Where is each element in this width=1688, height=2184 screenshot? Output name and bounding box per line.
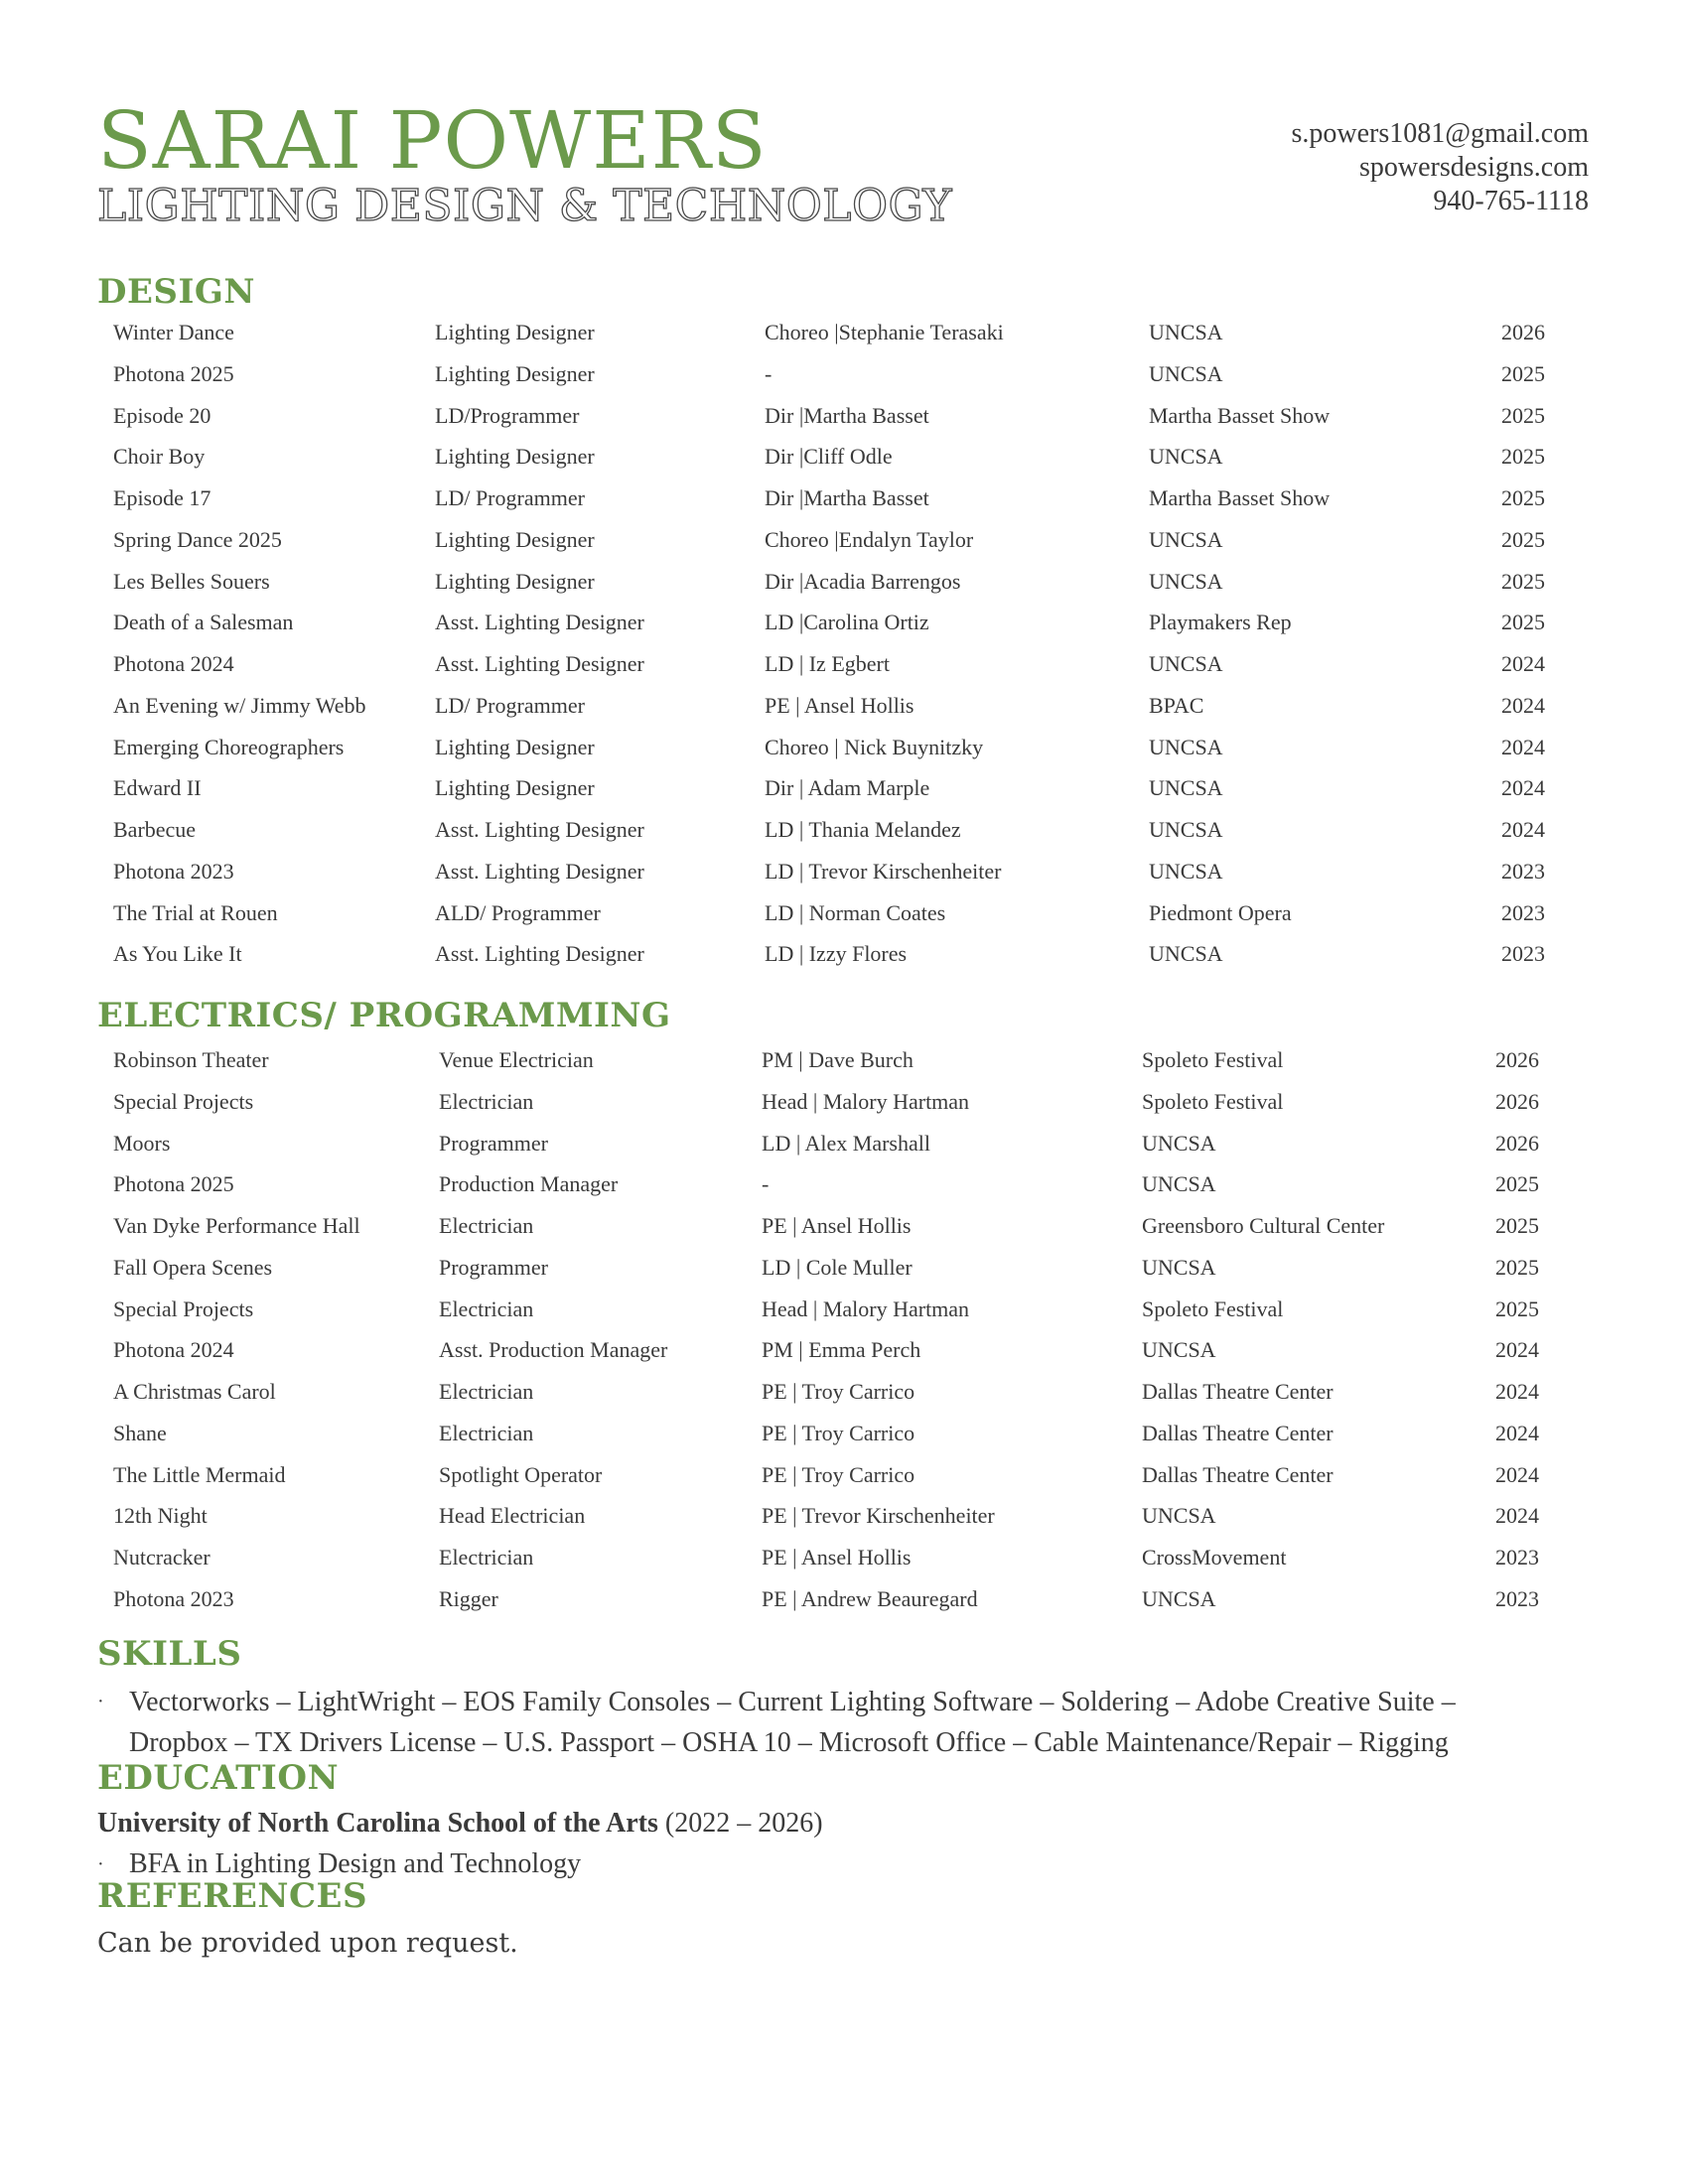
credit-row	[0, 774, 1688, 816]
credit-row	[0, 484, 1688, 526]
credit-contact: Head | Malory Hartman	[762, 1296, 970, 1321]
credit-role: Asst. Lighting Designer	[435, 651, 644, 676]
credit-company: UNCSA	[1142, 1503, 1216, 1529]
credit-year: 2023	[1501, 899, 1545, 925]
credit-contact: LD |Carolina Ortiz	[765, 610, 929, 635]
credit-year: 2025	[1495, 1254, 1539, 1280]
credit-contact: PE | Ansel Hollis	[762, 1545, 912, 1570]
credit-contact: PE | Troy Carrico	[762, 1461, 915, 1487]
credit-contact: LD | Cole Muller	[762, 1254, 913, 1280]
credit-production: An Evening w/ Jimmy Webb	[113, 692, 366, 718]
credit-row	[0, 1378, 1688, 1420]
school-name: University of North Carolina School of the Arts	[97, 1808, 658, 1839]
skills-bullet-item	[97, 1682, 1607, 1763]
credit-year: 2023	[1501, 941, 1545, 967]
contact-phone: 940-765-1118	[1433, 186, 1589, 216]
contact-block	[1291, 117, 1589, 218]
credit-row	[0, 1254, 1688, 1296]
credit-production: Choir Boy	[113, 444, 206, 470]
credit-role: LD/ Programmer	[435, 485, 585, 510]
credit-year: 2025	[1501, 444, 1545, 470]
credit-production: As You Like It	[113, 941, 242, 967]
credit-row	[0, 858, 1688, 899]
credit-role: Electrician	[439, 1088, 534, 1114]
credit-company: UNCSA	[1149, 651, 1223, 676]
credit-company: Spoleto Festival	[1142, 1088, 1284, 1114]
credit-company: UNCSA	[1149, 360, 1223, 386]
credit-role: Lighting Designer	[435, 360, 595, 386]
credit-production: Robinson Theater	[113, 1047, 269, 1072]
credit-role: Programmer	[439, 1254, 548, 1280]
credit-contact: LD | Thania Melandez	[765, 817, 961, 842]
credit-year: 2024	[1501, 775, 1545, 801]
credit-contact: PE | Troy Carrico	[762, 1420, 915, 1445]
credit-year: 2024	[1495, 1461, 1539, 1487]
credit-year: 2025	[1495, 1296, 1539, 1321]
credit-company: UNCSA	[1142, 1585, 1216, 1611]
credit-year: 2026	[1495, 1130, 1539, 1156]
credit-year: 2024	[1501, 817, 1545, 842]
credit-company: UNCSA	[1149, 568, 1223, 594]
credit-year: 2025	[1501, 360, 1545, 386]
credit-contact: Dir |Cliff Odle	[765, 444, 893, 470]
credit-production: Nutcracker	[113, 1545, 211, 1570]
education-school	[97, 1806, 823, 1842]
credit-row	[0, 899, 1688, 941]
credit-row	[0, 1336, 1688, 1378]
credit-company: BPAC	[1149, 692, 1204, 718]
credit-role: Asst. Lighting Designer	[435, 817, 644, 842]
credit-production: Van Dyke Performance Hall	[113, 1213, 360, 1238]
credit-year: 2024	[1495, 1379, 1539, 1404]
credit-production: Episode 17	[113, 485, 211, 510]
credit-row	[0, 1088, 1688, 1130]
credit-company: CrossMovement	[1142, 1545, 1287, 1570]
credit-company: Playmakers Rep	[1149, 610, 1292, 635]
bullet-dot: ·	[97, 1853, 104, 1875]
credit-year: 2024	[1495, 1337, 1539, 1363]
credit-production: Photona 2025	[113, 1171, 234, 1197]
credit-row	[0, 526, 1688, 568]
credit-role: Asst. Lighting Designer	[435, 941, 644, 967]
credit-contact: PM | Emma Perch	[762, 1337, 921, 1363]
credit-role: Lighting Designer	[435, 526, 595, 552]
credit-role: Spotlight Operator	[439, 1461, 603, 1487]
credit-row	[0, 816, 1688, 858]
credit-company: UNCSA	[1149, 526, 1223, 552]
credit-year: 2024	[1501, 692, 1545, 718]
credit-row	[0, 1296, 1688, 1337]
credit-row	[0, 443, 1688, 484]
credit-contact: Choreo | Nick Buynitzky	[765, 734, 984, 759]
credit-row	[0, 568, 1688, 610]
credit-row	[0, 360, 1688, 402]
credit-role: Lighting Designer	[435, 775, 595, 801]
credit-role: Asst. Production Manager	[439, 1337, 668, 1363]
credit-production: Shane	[113, 1420, 167, 1445]
credit-contact: LD | Norman Coates	[765, 899, 946, 925]
credit-production: Les Belles Souers	[113, 568, 270, 594]
credit-year: 2025	[1501, 568, 1545, 594]
credit-year: 2023	[1495, 1585, 1539, 1611]
credit-row	[0, 1502, 1688, 1544]
resume-name: SARAI POWERS	[97, 94, 768, 187]
credit-row	[0, 1420, 1688, 1461]
credit-production: Special Projects	[113, 1088, 254, 1114]
credit-production: The Trial at Rouen	[113, 899, 278, 925]
credit-production: A Christmas Carol	[113, 1379, 276, 1404]
credit-production: Photona 2023	[113, 858, 234, 884]
credit-role: Production Manager	[439, 1171, 619, 1197]
credit-company: UNCSA	[1149, 858, 1223, 884]
credit-contact: Head | Malory Hartman	[762, 1088, 970, 1114]
credit-role: Electrician	[439, 1213, 534, 1238]
credit-production: 12th Night	[113, 1503, 208, 1529]
credit-year: 2025	[1495, 1171, 1539, 1197]
references-text: Can be provided upon request.	[97, 1928, 518, 1959]
credit-production: Photona 2024	[113, 1337, 234, 1363]
credit-year: 2026	[1495, 1047, 1539, 1072]
credit-year: 2026	[1495, 1088, 1539, 1114]
credit-row	[0, 692, 1688, 734]
credit-contact: Dir | Adam Marple	[765, 775, 930, 801]
credit-company: UNCSA	[1142, 1337, 1216, 1363]
credit-role: Electrician	[439, 1420, 534, 1445]
credit-company: UNCSA	[1149, 817, 1223, 842]
credit-role: Lighting Designer	[435, 320, 595, 344]
credit-role: LD/Programmer	[435, 402, 580, 428]
credit-year: 2024	[1495, 1503, 1539, 1529]
credit-production: Death of a Salesman	[113, 610, 294, 635]
credit-company: Dallas Theatre Center	[1142, 1420, 1334, 1445]
credit-company: Piedmont Opera	[1149, 899, 1292, 925]
credit-company: UNCSA	[1142, 1130, 1216, 1156]
credit-row	[0, 1130, 1688, 1171]
credit-row	[0, 1212, 1688, 1254]
credit-year: 2025	[1501, 526, 1545, 552]
credit-contact: LD | Trevor Kirschenheiter	[765, 858, 1002, 884]
credit-production: Moors	[113, 1130, 171, 1156]
credit-role: Electrician	[439, 1296, 534, 1321]
credit-company: Dallas Theatre Center	[1142, 1461, 1334, 1487]
degree-text: BFA in Lighting Design and Technology	[129, 1848, 582, 1879]
credit-year: 2024	[1495, 1420, 1539, 1445]
credit-company: UNCSA	[1142, 1254, 1216, 1280]
credit-year: 2026	[1501, 320, 1545, 344]
credit-contact: PE | Troy Carrico	[762, 1379, 915, 1404]
credit-contact: Dir |Acadia Barrengos	[765, 568, 961, 594]
skills-line-1: Vectorworks – LightWright – EOS Family Consoles – Current Lighting Software – Soldering – Adobe Creative Suite –	[129, 1687, 1456, 1717]
credit-role: Electrician	[439, 1379, 534, 1404]
credit-company: Spoleto Festival	[1142, 1296, 1284, 1321]
credit-production: Winter Dance	[113, 320, 234, 344]
credit-row	[0, 1544, 1688, 1585]
credit-row	[0, 1585, 1688, 1627]
credit-row	[0, 1461, 1688, 1503]
credit-role: Head Electrician	[439, 1503, 586, 1529]
credit-company: UNCSA	[1149, 941, 1223, 967]
credit-row	[0, 940, 1688, 982]
credit-production: Fall Opera Scenes	[113, 1254, 273, 1280]
credit-role: ALD/ Programmer	[435, 899, 601, 925]
credit-role: Programmer	[439, 1130, 548, 1156]
credit-production: Photona 2023	[113, 1585, 234, 1611]
school-years: (2022 – 2026)	[657, 1808, 823, 1839]
credit-company: UNCSA	[1149, 444, 1223, 470]
credit-year: 2025	[1495, 1213, 1539, 1238]
credit-company: Martha Basset Show	[1149, 485, 1331, 510]
credit-year: 2025	[1501, 402, 1545, 428]
credit-company: Martha Basset Show	[1149, 402, 1331, 428]
credit-production: Photona 2025	[113, 360, 234, 386]
credit-contact: -	[765, 360, 773, 386]
credit-production: The Little Mermaid	[113, 1461, 286, 1487]
credit-contact: LD | Alex Marshall	[762, 1130, 930, 1156]
credit-year: 2023	[1495, 1545, 1539, 1570]
credit-role: Asst. Lighting Designer	[435, 610, 644, 635]
credit-row	[0, 402, 1688, 444]
credit-role: Rigger	[439, 1585, 498, 1611]
credit-contact: LD | Izzy Flores	[765, 941, 908, 967]
credit-production: Barbecue	[113, 817, 197, 842]
credit-contact: LD | Iz Egbert	[765, 651, 890, 676]
credit-company: Spoleto Festival	[1142, 1047, 1284, 1072]
resume-subtitle: LIGHTING DESIGN & TECHNOLOGY	[97, 181, 952, 231]
credit-contact: Choreo |Stephanie Terasaki	[765, 320, 1004, 344]
credit-contact: PE | Trevor Kirschenheiter	[762, 1503, 995, 1529]
skills-line-2: Dropbox – TX Drivers License – U.S. Passport – OSHA 10 – Microsoft Office – Cable Maintenance/Repair – Rigging	[129, 1727, 1449, 1758]
credit-company: UNCSA	[1142, 1171, 1216, 1197]
credit-row	[0, 734, 1688, 775]
credit-contact: PE | Ansel Hollis	[765, 692, 914, 718]
credit-company: UNCSA	[1149, 320, 1223, 344]
electrics-heading: ELECTRICS/ PROGRAMMING	[97, 996, 671, 1035]
credit-company: UNCSA	[1149, 734, 1223, 759]
credit-role: LD/ Programmer	[435, 692, 585, 718]
credit-contact: PE | Andrew Beauregard	[762, 1585, 978, 1611]
credit-production: Photona 2024	[113, 651, 234, 676]
credit-row	[0, 609, 1688, 650]
skills-list	[97, 1682, 1607, 1763]
credit-row	[0, 1046, 1688, 1088]
credit-company: Dallas Theatre Center	[1142, 1379, 1334, 1404]
credit-contact: Dir |Martha Basset	[765, 402, 929, 428]
contact-email[interactable]: s.powers1081@gmail.com	[1291, 118, 1589, 149]
contact-website[interactable]: spowersdesigns.com	[1359, 152, 1589, 183]
credit-role: Lighting Designer	[435, 568, 595, 594]
credit-role: Venue Electrician	[439, 1047, 594, 1072]
credit-year: 2025	[1501, 485, 1545, 510]
credit-production: Edward II	[113, 775, 202, 801]
credit-contact: Choreo |Endalyn Taylor	[765, 526, 974, 552]
credit-production: Episode 20	[113, 402, 211, 428]
credit-year: 2025	[1501, 610, 1545, 635]
credit-row	[0, 650, 1688, 692]
credit-role: Lighting Designer	[435, 734, 595, 759]
credit-year: 2023	[1501, 858, 1545, 884]
credit-production: Spring Dance 2025	[113, 526, 282, 552]
education-heading: EDUCATION	[97, 1758, 340, 1798]
credit-role: Electrician	[439, 1545, 534, 1570]
credit-contact: PM | Dave Burch	[762, 1047, 914, 1072]
credit-year: 2024	[1501, 651, 1545, 676]
credit-production: Emerging Choreographers	[113, 734, 345, 759]
credit-row	[0, 319, 1688, 360]
credit-company: UNCSA	[1149, 775, 1223, 801]
credit-contact: PE | Ansel Hollis	[762, 1213, 912, 1238]
credit-company: Greensboro Cultural Center	[1142, 1213, 1385, 1238]
credit-production: Special Projects	[113, 1296, 254, 1321]
credit-row	[0, 1170, 1688, 1212]
bullet-dot: ·	[97, 1691, 104, 1712]
credit-role: Lighting Designer	[435, 444, 595, 470]
credit-contact: -	[762, 1171, 770, 1197]
credit-role: Asst. Lighting Designer	[435, 858, 644, 884]
credit-contact: Dir |Martha Basset	[765, 485, 929, 510]
references-heading: REFERENCES	[97, 1876, 368, 1916]
credit-year: 2024	[1501, 734, 1545, 759]
skills-heading: SKILLS	[97, 1634, 242, 1674]
design-heading: DESIGN	[97, 272, 255, 312]
